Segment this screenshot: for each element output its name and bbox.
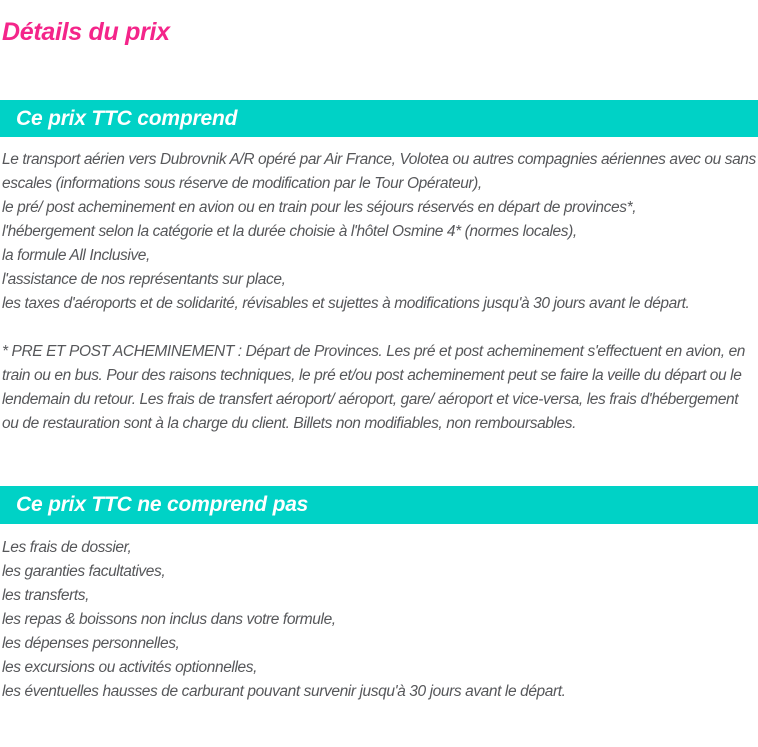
included-item: la formule All Inclusive, bbox=[2, 247, 150, 264]
not-included-item: les dépenses personnelles, bbox=[2, 635, 180, 652]
price-details-page bbox=[0, 16, 758, 747]
not-included-item: les garanties facultatives, bbox=[2, 563, 166, 580]
not-included-item: les repas & boissons non inclus dans votre formule, bbox=[2, 611, 336, 628]
included-item: l'assistance de nos représentants sur place, bbox=[2, 271, 286, 288]
included-item: les taxes d'aéroports et de solidarité, révisables et sujettes à modifications jusqu'à 30 jours avant le départ. bbox=[2, 295, 690, 312]
not-included-item: les excursions ou activités optionnelles, bbox=[2, 659, 257, 676]
section-banner-not-included-label: Ce prix TTC ne comprend pas bbox=[16, 493, 309, 516]
not-included-items-list bbox=[2, 536, 758, 704]
included-item: l'hébergement selon la catégorie et la durée choisie à l'hôtel Osmine 4* (normes locales), bbox=[2, 223, 577, 240]
section-banner-not-included bbox=[0, 486, 758, 524]
pre-post-routing-note: * PRE ET POST ACHEMINEMENT : Départ de Provinces. Les pré et post acheminement s'effectuent en avion, en train ou en bus. Pour des raisons techniques, le pré et/ou post acheminement peut se faire la veille du départ ou le lendemain du retour. Les frais de transfert aéroport/ aéroport, gare/ aéroport et vice-versa, les frais d'hébergement ou de restauration sont à la charge du client. Billets non modifiables, non remboursables. bbox=[2, 343, 746, 432]
not-included-item: les transferts, bbox=[2, 587, 90, 604]
included-items-list bbox=[2, 148, 758, 316]
not-included-item: Les frais de dossier, bbox=[2, 539, 132, 556]
included-item: le pré/ post acheminement en avion ou en train pour les séjours réservés en départ de provinces*, bbox=[2, 199, 637, 216]
section-banner-included-label: Ce prix TTC comprend bbox=[16, 106, 238, 130]
included-item: Le transport aérien vers Dubrovnik A/R opéré par Air France, Volotea ou autres compagnies aériennes avec ou sans escales (informations sous réserve de modification par le Tour Opérateur), bbox=[2, 151, 756, 192]
page-title: Détails du prix bbox=[2, 18, 170, 46]
not-included-item: les éventuelles hausses de carburant pouvant survenir jusqu'à 30 jours avant le départ. bbox=[2, 683, 566, 700]
section-banner-included bbox=[0, 100, 758, 137]
